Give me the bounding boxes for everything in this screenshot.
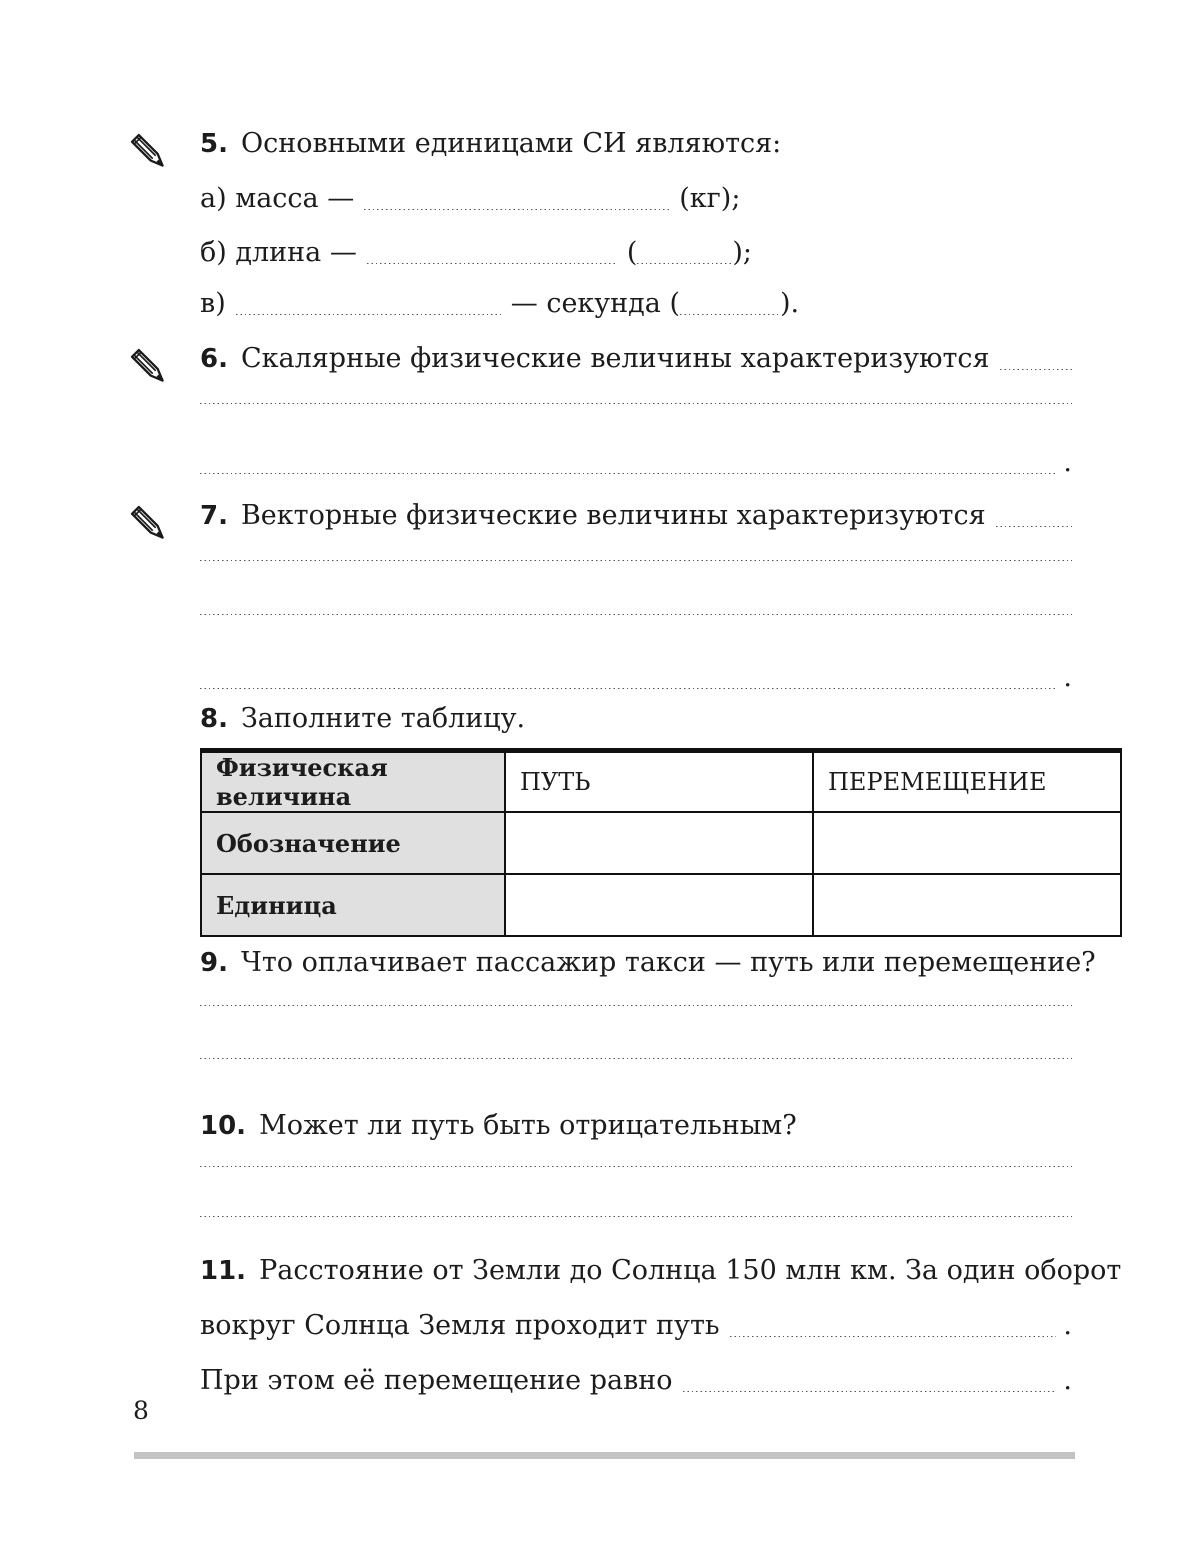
question-text-line2: вокруг Солнца Земля проходит путь — [200, 1310, 720, 1341]
table-cell-blank — [505, 812, 813, 874]
question-11-line3 — [200, 1364, 1072, 1398]
answer-blank — [637, 261, 732, 264]
question-8 — [200, 702, 1072, 736]
footer-bar — [134, 1452, 1075, 1459]
question-number: 9. — [200, 948, 228, 978]
question-title: Скалярные физические величины характеризуются — [240, 343, 990, 374]
answer-line — [200, 398, 1072, 401]
question-number: 6. — [200, 344, 228, 374]
item-label: в) — [200, 288, 226, 319]
table-header-path: ПУТЬ — [505, 751, 813, 813]
table-cell-blank — [813, 812, 1121, 874]
page-number: 8 — [133, 1396, 149, 1425]
table-cell-blank — [813, 874, 1121, 936]
answer-line — [200, 1053, 1072, 1056]
question-title: Что оплачивает пассажир такси — путь или перемещение? — [240, 947, 1096, 978]
end-period: . — [1063, 1310, 1072, 1341]
question-5-item-a — [200, 182, 1072, 216]
answer-blank — [200, 1164, 1072, 1167]
paren-open: ( — [626, 237, 638, 268]
question-5-item-v — [200, 287, 1072, 321]
question-number: 11. — [200, 1256, 247, 1286]
table-row-label-designation: Обозначение — [201, 812, 505, 874]
item-unit: — секунда ( — [510, 288, 681, 319]
question-5 — [200, 127, 1072, 161]
question-title: Векторные физические величины характеризуются — [240, 500, 986, 531]
item-unit: (кг); — [679, 183, 741, 214]
question-10 — [200, 1109, 1072, 1143]
answer-blank — [200, 401, 1072, 404]
answer-blank — [680, 312, 780, 315]
item-label: б) длина — — [200, 237, 357, 268]
answer-blank — [200, 471, 1056, 474]
question-number: 10. — [200, 1111, 247, 1141]
answer-blank — [364, 207, 669, 210]
answer-line — [200, 555, 1072, 558]
answer-blank — [200, 1056, 1072, 1059]
question-9 — [200, 946, 1096, 980]
answer-blank — [200, 686, 1056, 689]
answer-blank — [200, 1003, 1072, 1006]
paren-close: ). — [780, 288, 800, 319]
pencil-icon — [126, 129, 172, 175]
answer-blank — [200, 1214, 1072, 1217]
question-6 — [200, 342, 1072, 376]
item-label: а) масса — — [200, 183, 355, 214]
answer-blank — [367, 261, 617, 264]
end-period: . — [1063, 447, 1072, 478]
answer-line — [200, 1000, 1072, 1003]
path-displacement-table — [200, 748, 1122, 937]
question-title: Может ли путь быть отрицательным? — [259, 1110, 797, 1141]
question-5-item-b — [200, 236, 1072, 270]
question-7 — [200, 499, 1072, 533]
pencil-icon — [126, 344, 172, 390]
answer-line — [200, 609, 1072, 612]
answer-line — [200, 1161, 1072, 1164]
answer-blank — [236, 312, 501, 315]
question-title: Основными единицами СИ являются: — [240, 128, 782, 159]
question-title: Заполните таблицу. — [240, 703, 526, 734]
answer-blank — [200, 558, 1072, 561]
answer-line — [200, 661, 1072, 695]
answer-blank — [730, 1334, 1057, 1337]
paren-close: ); — [732, 237, 753, 268]
answer-line — [200, 1211, 1072, 1214]
end-period: . — [1063, 662, 1072, 693]
question-11 — [200, 1254, 1122, 1288]
answer-blank — [683, 1389, 1057, 1392]
answer-blank — [1000, 367, 1072, 370]
question-text-line3: При этом её перемещение равно — [200, 1365, 673, 1396]
table-header-displacement: ПЕРЕМЕЩЕНИЕ — [813, 751, 1121, 813]
table-cell-blank — [505, 874, 813, 936]
question-number: 8. — [200, 704, 228, 734]
question-number: 5. — [200, 129, 228, 159]
pencil-icon — [126, 501, 172, 547]
question-11-line2 — [200, 1309, 1072, 1343]
table-row-label-unit: Единица — [201, 874, 505, 936]
answer-blank — [200, 612, 1072, 615]
answer-blank — [996, 524, 1072, 527]
question-number: 7. — [200, 501, 228, 531]
end-period: . — [1063, 1365, 1072, 1396]
question-text-line1: Расстояние от Земли до Солнца 150 млн км. За один оборот — [259, 1255, 1122, 1286]
answer-line — [200, 446, 1072, 480]
table-header-physical-quantity: Физическая величина — [201, 751, 505, 813]
